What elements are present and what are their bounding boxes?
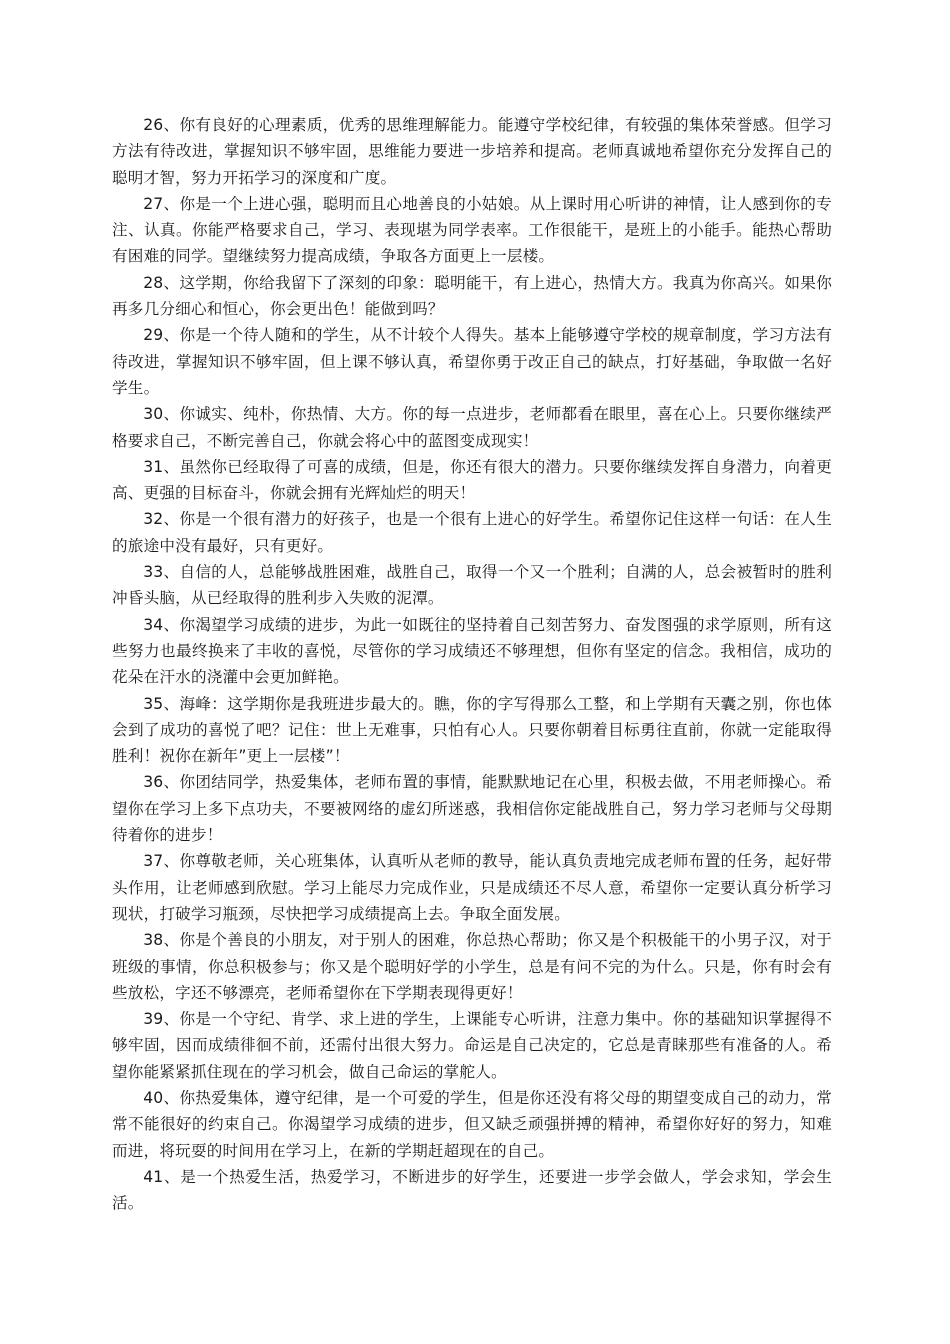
comment-paragraph-36: 36、你团结同学，热爱集体，老师布置的事情，能默默地记在心里，积极去做，不用老师操心。希望你在学习上多下点功夫，不要被网络的虚幻所迷惑，我相信你定能战胜自己，努力学习老师与父母期待着你的进步！ — [112, 773, 832, 845]
comment-paragraph-33: 33、自信的人，总能够战胜困难，战胜自己，取得一个又一个胜利；自满的人，总会被暂时的胜利冲昏头脑，从已经取得的胜利步入失败的泥潭。 — [112, 563, 832, 608]
comment-paragraph-29: 29、你是一个待人随和的学生，从不计较个人得失。基本上能够遵守学校的规章制度，学习方法有待改进，掌握知识不够牢固，但上课不够认真，希望你勇于改正自己的缺点，打好基础，争取做一名好学生。 — [112, 326, 832, 397]
comment-paragraph-32: 32、你是一个很有潜力的好孩子，也是一个很有上进心的好学生。希望你记住这样一句话：在人生的旅途中没有最好，只有更好。 — [112, 510, 832, 555]
comment-paragraph-40: 40、你热爱集体，遵守纪律，是一个可爱的学生，但是你还没有将父母的期望变成自己的动力，常常不能很好的约束自己。你渴望学习成绩的进步，但又缺乏顽强拼搏的精神，希望你好好的努力，知难而进，将玩耍的时间用在学习上，在新的学期赶超现在的自己。 — [112, 1088, 832, 1160]
comment-paragraph-38: 38、你是个善良的小朋友，对于别人的困难，你总热心帮助；你又是个积极能干的小男子汉，对于班级的事情，你总积极参与；你又是个聪明好学的小学生，总是有问不完的为什么。只是，你有时会有些放松，字还不够漂亮，老师希望你在下学期表现得更好！ — [112, 931, 832, 1002]
comment-paragraph-37: 37、你尊敬老师，关心班集体，认真听从老师的教导，能认真负责地完成老师布置的任务，起好带头作用，让老师感到欣慰。学习上能尽力完成作业，只是成绩还不尽人意，希望你一定要认真分析学习现状，打破学习瓶颈，尽快把学习成绩提高上去。争取全面发展。 — [112, 852, 832, 923]
comment-paragraph-35: 35、海峰：这学期你是我班进步最大的。瞧，你的字写得那么工整，和上学期有天囊之别，你也体会到了成功的喜悦了吧？记住：世上无难事，只怕有心人。只要你朝着目标勇往直前，你就一定能取得胜利！祝你在新年”更上一层楼”！ — [112, 694, 832, 766]
comment-paragraph-31: 31、虽然你已经取得了可喜的成绩，但是，你还有很大的潜力。只要你继续发挥自身潜力，向着更高、更强的目标奋斗，你就会拥有光辉灿烂的明天！ — [112, 457, 832, 503]
comment-paragraph-28: 28、这学期，你给我留下了深刻的印象：聪明能干，有上进心，热情大方。我真为你高兴。如果你再多几分细心和恒心，你会更出色！能做到吗？ — [112, 273, 832, 319]
document-body — [112, 112, 832, 1216]
comment-paragraph-41: 41、是一个热爱生活，热爱学习，不断进步的好学生，还要进一步学会做人，学会求知，学会生活。 — [112, 1167, 832, 1213]
comment-paragraph-34: 34、你渴望学习成绩的进步，为此一如既往的坚持着自己刻苦努力、奋发图强的求学原则，所有这些努力也最终换来了丰收的喜悦，尽管你的学习成绩还不够理想，但你有坚定的信念。我相信，成功的花朵在汗水的浇灌中会更加鲜艳。 — [112, 615, 832, 687]
comment-paragraph-27: 27、你是一个上进心强，聪明而且心地善良的小姑娘。从上课时用心听讲的神情，让人感到你的专注、认真。你能严格要求自己，学习、表现堪为同学表率。工作很能干，是班上的小能手。能热心帮助有困难的同学。望继续努力提高成绩，争取各方面更上一层楼。 — [112, 194, 832, 266]
comment-paragraph-26: 26、你有良好的心理素质，优秀的思维理解能力。能遵守学校纪律，有较强的集体荣誉感。但学习方法有待改进，掌握知识不够牢固，思维能力要进一步培养和提高。老师真诚地希望你充分发挥自己的聪明才智，努力开拓学习的深度和广度。 — [112, 116, 832, 187]
comment-paragraph-30: 30、你诚实、纯朴，你热情、大方。你的每一点进步，老师都看在眼里，喜在心上。只要你继续严格要求自己，不断完善自己，你就会将心中的蓝图变成现实！ — [112, 405, 832, 450]
comment-paragraph-39: 39、你是一个守纪、肯学、求上进的学生，上课能专心听讲，注意力集中。你的基础知识掌握得不够牢固，因而成绩徘徊不前，还需付出很大努力。命运是自己决定的，它总是青睐那些有准备的人。希望你能紧紧抓住现在的学习机会，做自己命运的掌舵人。 — [112, 1010, 832, 1081]
